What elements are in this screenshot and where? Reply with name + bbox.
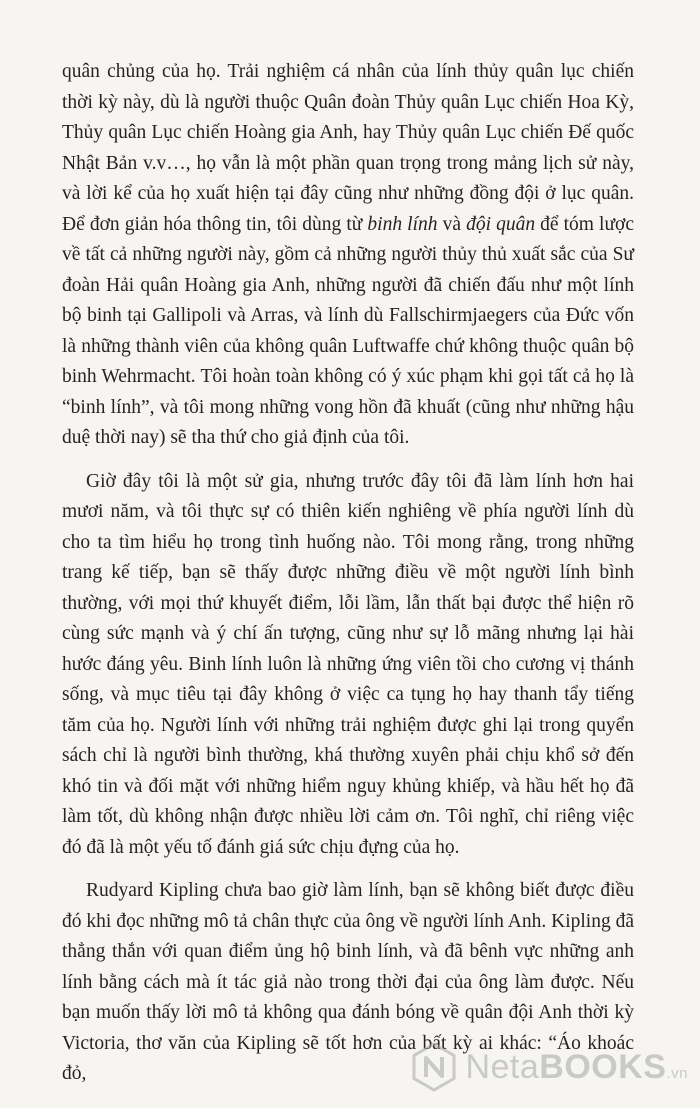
watermark-tld: .vn [666, 1064, 688, 1082]
paragraph-1-text-a: quân chủng của họ. Trải nghiệm cá nhân của lính thủy quân lục chiến thời kỳ này, dù là người thuộc Quân đoàn Thủy quân Lục chiến Hoa Kỳ, Thủy quân Lục chiến Hoàng gia Anh, hay Thủy quân Lục chiến Đế quốc Nhật Bản v.v…, họ vẫn là một phần quan trọng trong mảng lịch sử này, và lời kể của họ xuất hiện tại đây cũng như những đồng đội ở lục quân. Để đơn giản hóa thông tin, tôi dùng từ [62, 61, 634, 235]
netabooks-logo-icon [411, 1042, 457, 1092]
watermark-text-bold: BOOKS [539, 1047, 667, 1086]
book-page [62, 57, 634, 1090]
watermark-text-light: Neta [465, 1047, 540, 1086]
paragraph-2: Giờ đây tôi là một sử gia, nhưng trước đây tôi đã làm lính hơn hai mươi năm, và tôi thực sự có thiên kiến nghiêng về phía người lính dù cho ta tìm hiểu họ trong tình huống nào. Tôi mong rằng, trong những trang kế tiếp, bạn sẽ thấy được những điều về một người lính bình thường, với mọi thứ khuyết điểm, lỗi lầm, lẫn thất bại được thể hiện rõ cùng sức mạnh và ý chí ấn tượng, cũng như sự lỗ mãng nhưng lại hài hước đáng yêu. Binh lính luôn là những ứng viên tồi cho cương vị thánh sống, và mục tiêu tại đây không ở việc ca tụng họ hay thanh tẩy tiếng tăm của họ. Người lính với những trải nghiệm được ghi lại trong quyển sách chỉ là người bình thường, khá thường xuyên phải chịu khổ sở đến khó tin và đối mặt với những hiểm nguy khủng khiếp, và hầu hết họ đã làm tốt, dù không nhận được nhiều lời cảm ơn. Tôi nghĩ, chỉ riêng việc đó đã là một yếu tố đánh giá sức chịu đựng của họ. [62, 470, 634, 858]
paragraph-1 [62, 57, 634, 454]
paragraph-1-text-c: để tóm lược về tất cả những người này, gồm cả những người thủy thủ xuất sắc của Sư đoàn Hải quân Hoàng gia Anh, những người đã chiến đấu như một lính bộ binh tại Gallipoli và Arras, và lính dù Fallschirmjaegers của Đức vốn là những thành viên của không quân Luftwaffe chứ không thuộc quân bộ binh Wehrmacht. Tôi hoàn toàn không có ý xúc phạm khi gọi tất cả họ là “binh lính”, và tôi mong những vong hồn đã khuất (cũng như những hậu duệ thời nay) sẽ tha thứ cho giả định của tôi. [62, 213, 635, 448]
paragraph-1-italic-term-1: binh lính [367, 213, 438, 235]
netabooks-watermark [411, 1042, 688, 1092]
paragraph-3: Rudyard Kipling chưa bao giờ làm lính, bạn sẽ không biết được điều đó khi đọc những mô tả chân thực của ông về người lính Anh. Kipling đã thẳng thắn với quan điểm ủng hộ binh lính, và đã bênh vực những anh lính bằng cách mà ít tác giả nào trong thời đại của ông làm được. Nếu bạn muốn thấy lời mô tả không qua đánh bóng về quân đội Anh thời kỳ Victoria, thơ văn của Kipling sẽ tốt hơn của bất kỳ ai khác: “Áo khoác đỏ, [62, 880, 634, 1084]
paragraph-1-italic-term-2: đội quân [466, 213, 536, 235]
watermark-wordmark [465, 1048, 688, 1087]
paragraph-1-text-b: và [437, 213, 467, 235]
